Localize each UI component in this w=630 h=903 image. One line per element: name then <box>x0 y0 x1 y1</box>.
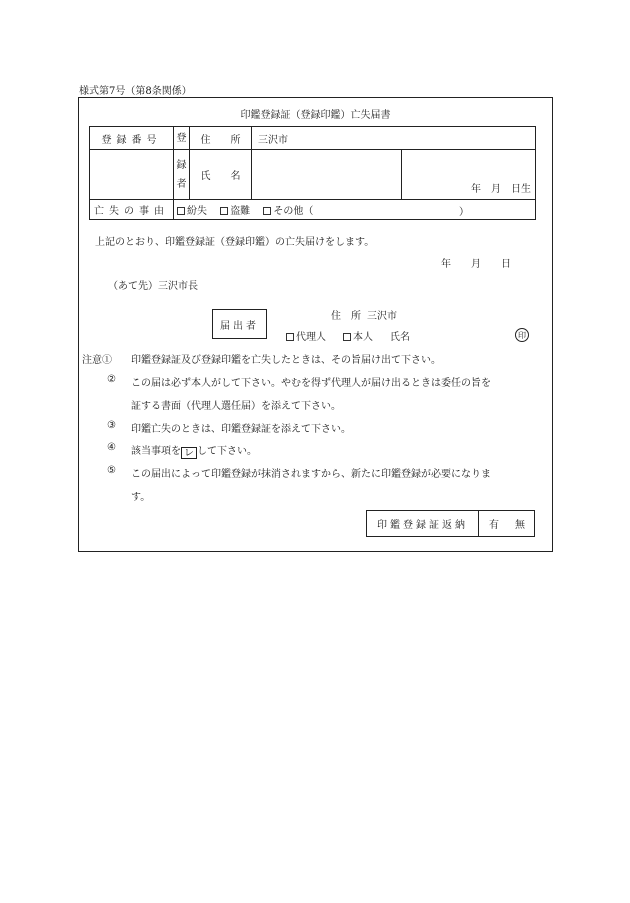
checkbox-icon[interactable] <box>263 207 271 215</box>
notifier-self-option[interactable] <box>343 328 373 343</box>
note-2-line-1: この届は必ず本人がして下さい。やむを得ず代理人が届け出るときは委任の旨を <box>131 378 491 389</box>
form-number: 様式第7号（第8条関係） <box>79 86 192 97</box>
registrant-char: 録 <box>176 159 187 171</box>
address-label: 住 所 <box>190 127 252 150</box>
note-number: ② <box>107 374 116 385</box>
notes-header <box>82 351 112 366</box>
note-4-post: して下さい。 <box>197 446 257 457</box>
reg-number-label: 登録番号 <box>90 127 174 150</box>
return-yes[interactable]: 有 <box>489 520 499 531</box>
note-5-line-1: この届出によって印鑑登録が抹消されますから、新たに印鑑登録が必要になりま <box>131 469 491 480</box>
addressee: （あて先）三沢市長 <box>108 281 198 292</box>
reg-number-field[interactable] <box>90 150 174 200</box>
statement: 上記のとおり、印鑑登録証（登録印鑑）の亡失届けをします。 <box>95 237 375 248</box>
notifier-box <box>212 309 267 339</box>
address-value[interactable]: 三沢市 <box>252 127 536 150</box>
note-number: ③ <box>107 420 116 431</box>
agent-label: 代理人 <box>296 332 326 343</box>
registrant-char: 者 <box>176 178 187 190</box>
reason-other[interactable] <box>263 206 313 217</box>
reason-other-label: その他（ <box>273 206 314 217</box>
reason-lost-label: 紛失 <box>187 206 207 217</box>
note-4 <box>131 442 257 459</box>
checkbox-icon[interactable] <box>286 333 294 341</box>
registration-table <box>89 126 536 220</box>
reason-label: 亡失の事由 <box>90 200 174 220</box>
reason-stolen[interactable] <box>220 206 250 217</box>
reason-close-paren: ） <box>459 207 469 218</box>
checkbox-icon[interactable] <box>177 207 185 215</box>
name-field[interactable] <box>252 150 402 200</box>
birthdate-field[interactable] <box>402 150 536 200</box>
name-label: 氏 名 <box>190 150 252 200</box>
self-label: 本人 <box>353 332 373 343</box>
notes-header-label: 注意 <box>82 355 102 366</box>
return-options <box>479 516 534 531</box>
note-2-line-2: 証する書面（代理人選任届）を添えて下さい。 <box>131 401 341 412</box>
birthdate-label: 年 月 日生 <box>471 184 531 195</box>
date-label[interactable]: 年 月 日 <box>441 259 511 270</box>
form-title: 印鑑登録証（登録印鑑）亡失届書 <box>240 110 391 121</box>
reason-lost[interactable] <box>177 206 207 217</box>
note-5-line-2: す。 <box>131 492 151 503</box>
note-4-pre: 該当事項を <box>131 446 181 457</box>
note-number: ⑤ <box>107 465 116 476</box>
return-no[interactable]: 無 <box>515 520 525 531</box>
reason-stolen-label: 盗難 <box>230 206 251 217</box>
note-3: 印鑑亡失のときは、印鑑登録証を添えて下さい。 <box>131 424 351 435</box>
checkbox-icon[interactable] <box>343 333 351 341</box>
return-label: 印鑑登録証返納 <box>377 520 468 531</box>
notifier-address-label: 住 所 <box>331 311 361 322</box>
notifier-agent-option[interactable] <box>286 328 326 343</box>
note-1: 印鑑登録証及び登録印鑑を亡失したときは、その旨届け出て下さい。 <box>131 355 441 366</box>
seal-icon <box>515 328 529 342</box>
registrant-label-1: 登 <box>174 127 190 150</box>
seal-char: 印 <box>518 330 526 340</box>
notifier-address-value[interactable]: 三沢市 <box>367 311 397 322</box>
note-number: ④ <box>107 442 116 453</box>
return-label-cell <box>367 511 479 536</box>
notifier-label: 届出者 <box>220 320 259 332</box>
reason-options <box>174 200 536 220</box>
notifier-name-label: 氏名 <box>390 332 410 343</box>
return-box <box>366 510 535 537</box>
checkbox-icon[interactable] <box>220 207 228 215</box>
note-number: ① <box>102 355 112 366</box>
registrant-label-rest <box>174 150 190 200</box>
check-mark-icon: レ <box>181 447 197 459</box>
